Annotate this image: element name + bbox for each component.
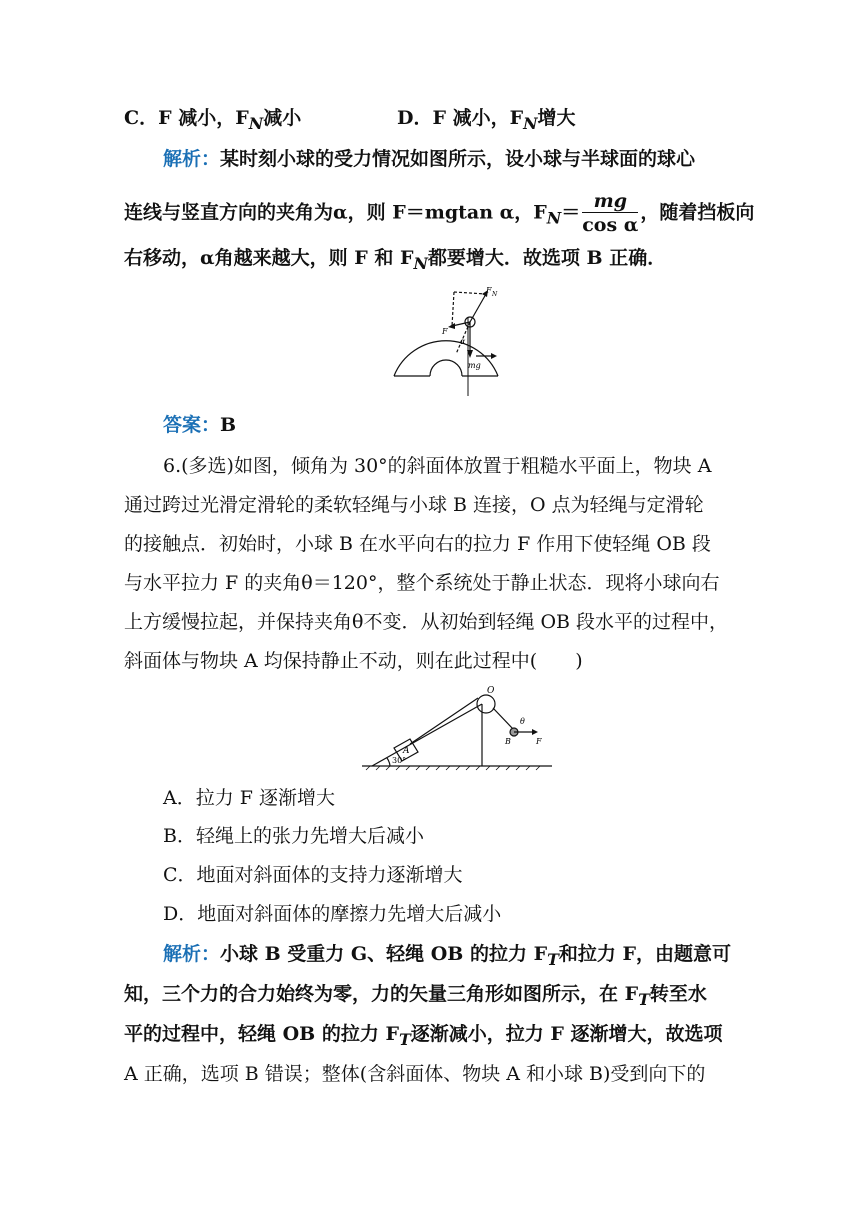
- analysis2-line3: 平的过程中，轻绳 OB 的拉力 $F_T$逐渐减小，拉力 F 逐渐增大，故选项: [124, 1023, 723, 1049]
- figure-hemisphere-forces: [390, 284, 510, 400]
- label-30deg: 30°: [392, 756, 407, 765]
- fraction-mg-cos: $\frac{mg}{\text{cos α}}$: [582, 190, 639, 236]
- answer-line: [163, 411, 236, 439]
- answer-value: B: [220, 414, 237, 436]
- analysis1-label: 解析：: [163, 148, 221, 170]
- svg-text:N: N: [492, 291, 498, 298]
- option-c-text: C．F 减小，F: [124, 107, 249, 129]
- analysis2-label: 解析：: [163, 943, 221, 965]
- label-f2: F: [536, 737, 542, 746]
- analysis1-line2: 连线与竖直方向的夹角为α，则 F＝mgtan α，$F_N=$ $\frac{mg}{\text{cos α}}$ ，随着挡板向: [124, 190, 755, 236]
- analysis2-line4: A 正确，选项 B 错误；整体(含斜面体、物块 A 和小球 B)受到向下的: [124, 1063, 706, 1085]
- answer-label: 答案：: [163, 414, 221, 436]
- question6-line3: 的接触点．初始时，小球 B 在水平向右的拉力 F 作用下使轻绳 OB 段: [124, 533, 711, 555]
- question6-line6: 斜面体与物块 A 均保持静止不动，则在此过程中( ): [124, 650, 583, 672]
- label-f: F: [442, 327, 448, 336]
- question6-line4: 与水平拉力 F 的夹角θ＝120°，整个系统处于静止状态．现将小球向右: [124, 572, 720, 594]
- analysis2-line2: 知，三个力的合力始终为零，力的矢量三角形如图所示，在 $F_T$转至水: [124, 983, 707, 1009]
- choice-d: D．地面对斜面体的摩擦力先增大后减小: [163, 903, 502, 925]
- choice-b: B．轻绳上的张力先增大后减小: [163, 825, 424, 847]
- label-alpha: α: [460, 337, 466, 346]
- analysis1-line3: 右移动，α角越来越大，则 F 和 $F_N$都要增大．故选项 B 正确．: [124, 247, 667, 273]
- label-mg: mg: [468, 361, 481, 370]
- question6-line2: 通过跨过光滑定滑轮的柔软轻绳与小球 B 连接，O 点为轻绳与定滑轮: [124, 494, 704, 516]
- label-theta: θ: [520, 717, 525, 726]
- question6-line1: 6.(多选)如图，倾角为 30°的斜面体放置于粗糙水平面上，物块 A: [163, 455, 712, 477]
- option-d-text: D．F 减小，F: [397, 107, 524, 129]
- figure-incline-pulley: [362, 684, 552, 774]
- choice-c: C．地面对斜面体的支持力逐渐增大: [163, 864, 463, 886]
- option-c: C．F 减小，$F_N$减小: [124, 107, 302, 133]
- label-b: B: [505, 737, 511, 746]
- label-a: A: [403, 746, 410, 756]
- option-d: D．F 减小，$F_N$增大: [397, 107, 576, 133]
- analysis1-line1: 解析：某时刻小球的受力情况如图所示，设小球与半球面的球心: [163, 148, 696, 170]
- analysis2-line1: 解析：小球 B 受重力 G、轻绳 OB 的拉力 $F_T$和拉力 F，由题意可: [163, 943, 731, 969]
- label-fn: F: [486, 286, 492, 295]
- label-o: O: [487, 686, 495, 696]
- choice-a: A．拉力 F 逐渐增大: [163, 787, 335, 809]
- question6-line5: 上方缓慢拉起，并保持夹角θ不变．从初始到轻绳 OB 段水平的过程中，: [124, 611, 729, 633]
